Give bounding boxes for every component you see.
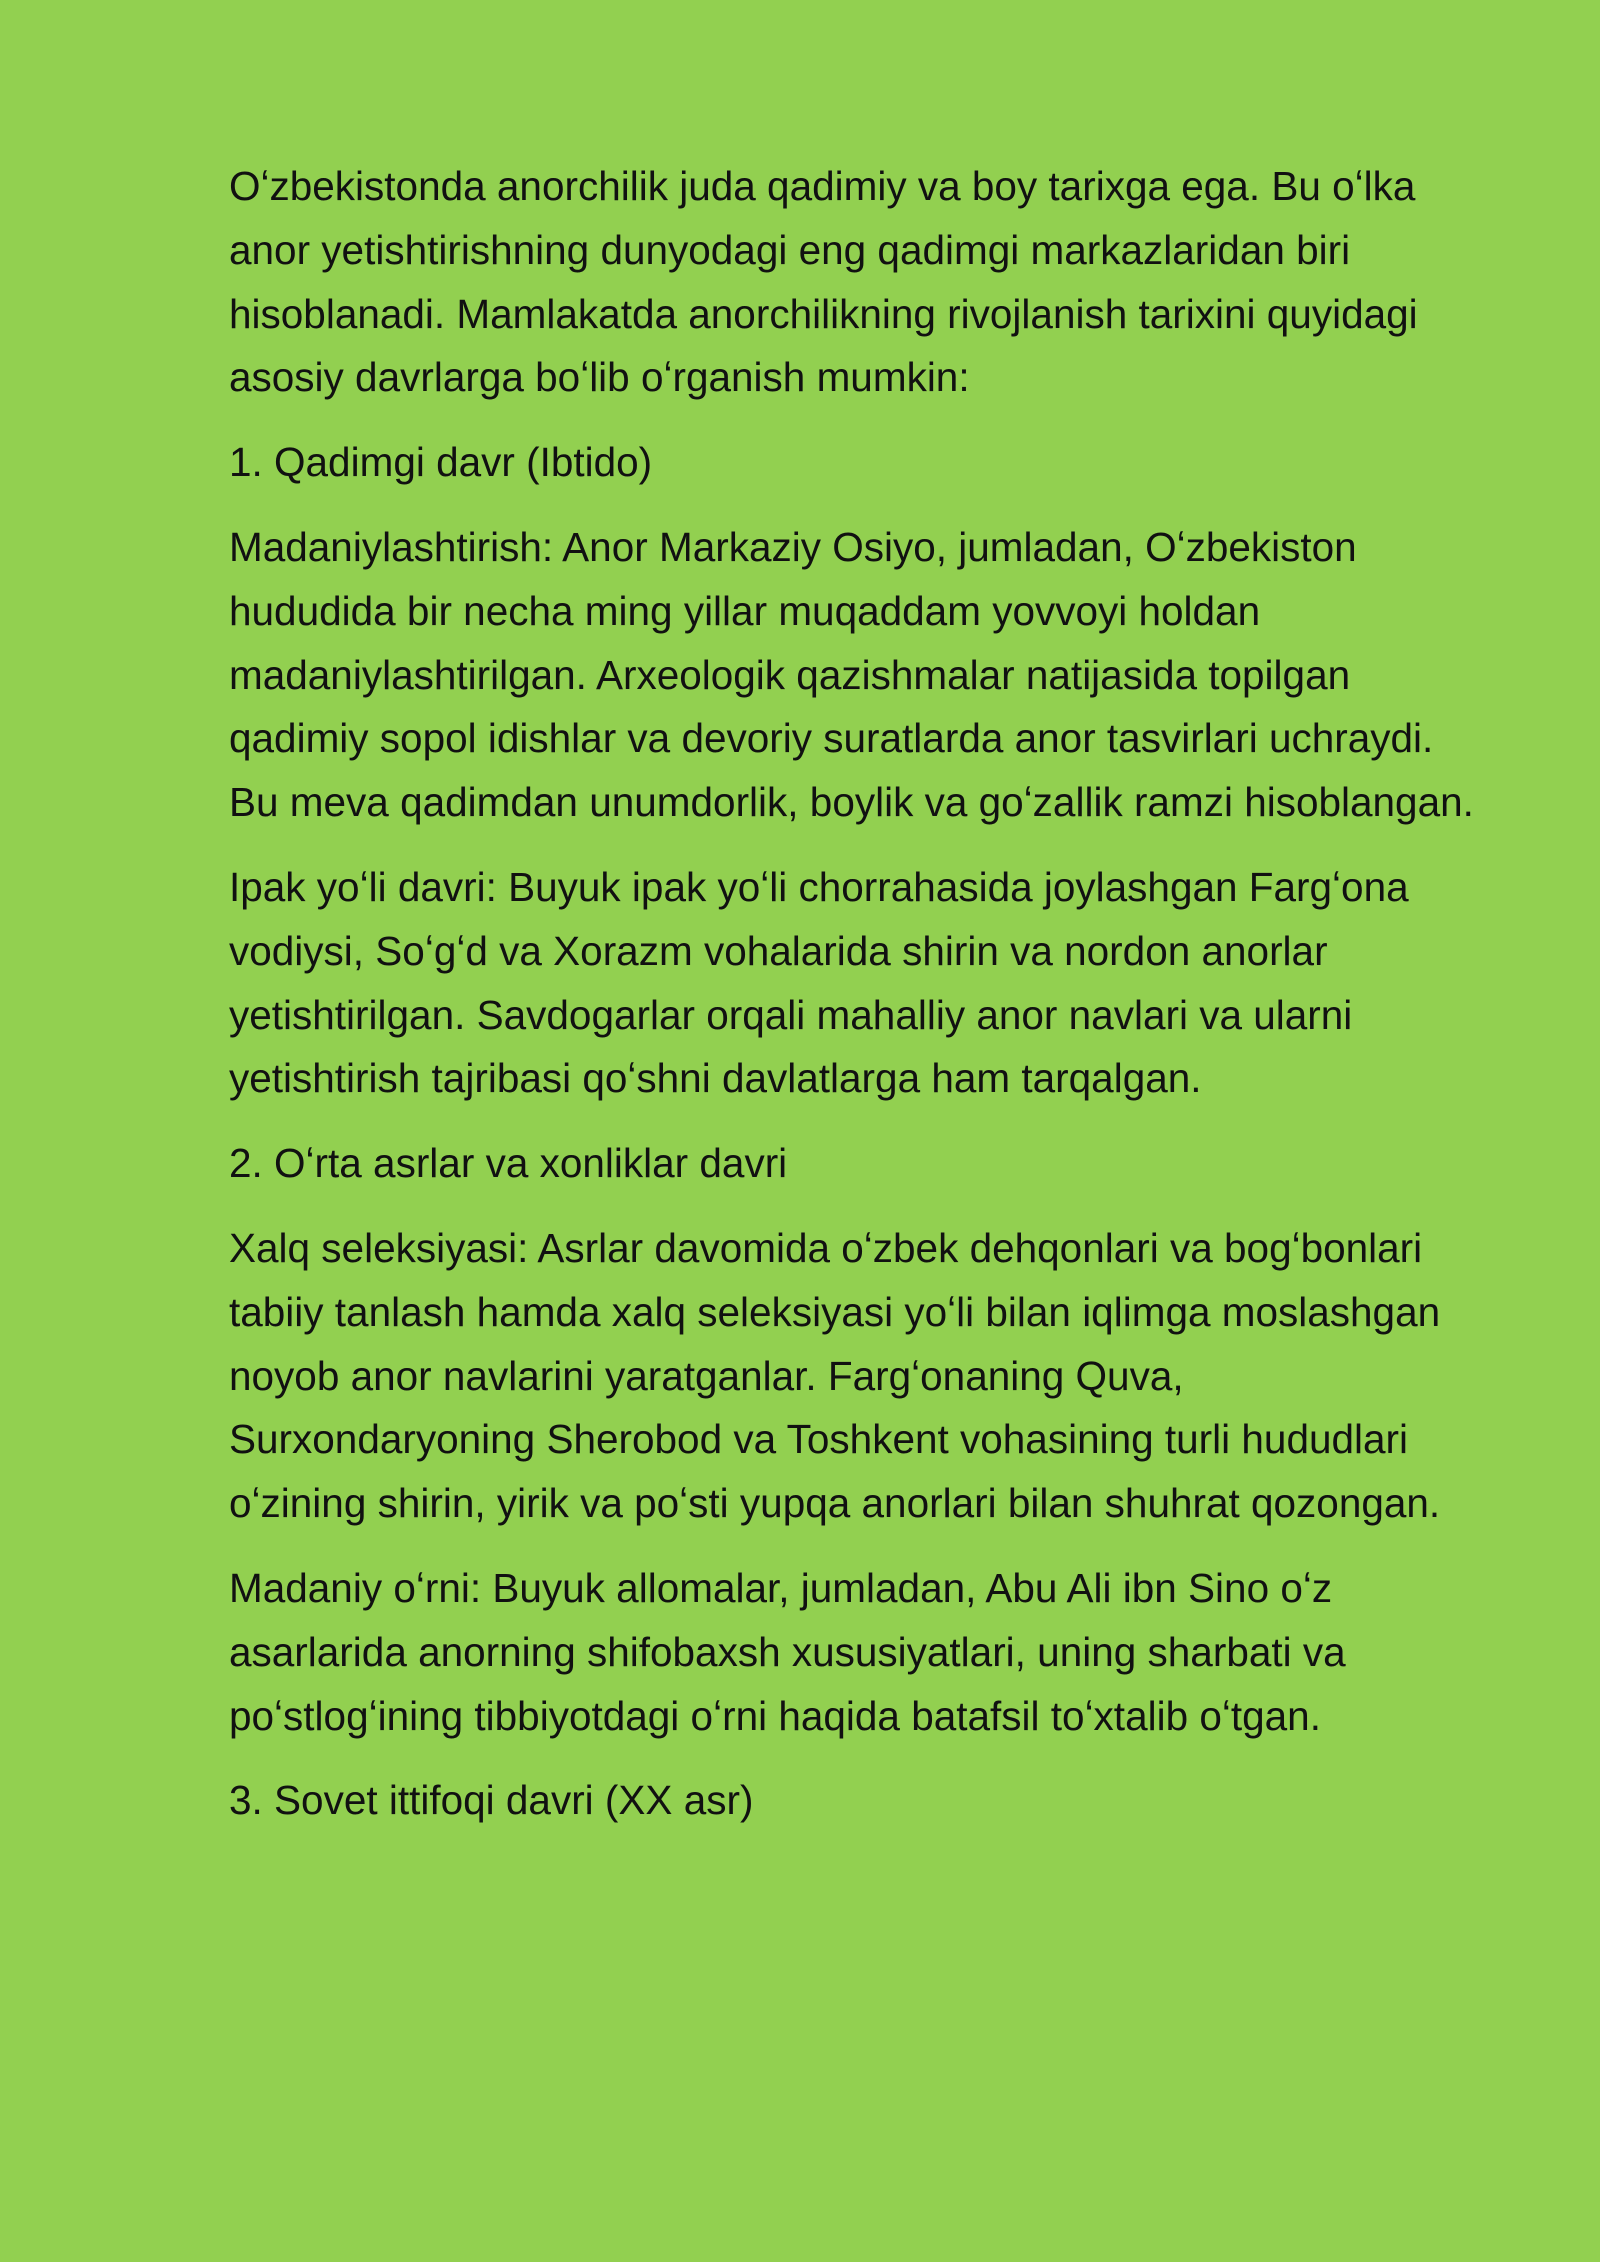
silk-road-paragraph: Ipak yoʻli davri: Buyuk ipak yoʻli chorrahasida joylashgan Fargʻona vodiysi, Soʻgʻd va Xorazm vohalarida shirin va nordon anorlar yetishtirilgan. Savdogarlar orqali mahalliy anor navlari va ularni yetishtirish tajribasi qoʻshni davlatlarga ham tarqalgan. — [229, 863, 1409, 1102]
section-heading-ancient-period: 1. Qadimgi davr (Ibtido) — [229, 439, 653, 486]
section-heading-middle-ages: 2. Oʻrta asrlar va xonliklar davri — [229, 1140, 788, 1187]
intro-paragraph: Oʻzbekistonda anorchilik juda qadimiy va boy tarixga ega. Bu oʻlka anor yetishtirishning dunyodagi eng qadimgi markazlaridan biri hisoblanadi. Mamlakatda anorchilikning rivojlanish tarixini quyidagi asosiy davrlarga boʻlib oʻrganish mumkin: — [229, 163, 1418, 401]
cultural-role-paragraph: Madaniy oʻrni: Buyuk allomalar, jumladan, Abu Ali ibn Sino oʻz asarlarida anorning shifobaxsh xususiyatlari, uning sharbati va poʻstlogʻining tibbiyotdagi oʻrni haqida batafsil toʻxtalib oʻtgan. — [229, 1564, 1346, 1739]
section-heading-soviet-period: 3. Sovet ittifoqi davri (XX asr) — [229, 1777, 754, 1824]
document-body — [229, 155, 1479, 1854]
folk-selection-paragraph: Xalq seleksiyasi: Asrlar davomida oʻzbek dehqonlari va bogʻbonlari tabiiy tanlash hamda xalq seleksiyasi yoʻli bilan iqlimga moslashgan noyob anor navlarini yaratganlar. Fargʻonaning Quva, Surxondaryoning Sherobod va Toshkent vohasining turli hududlari oʻzining shirin, yirik va poʻsti yupqa anorlari bilan shuhrat qozongan. — [229, 1224, 1441, 1527]
domestication-paragraph: Madaniylashtirish: Anor Markaziy Osiyo, jumladan, Oʻzbekiston hududida bir necha ming yillar muqaddam yovvoyi holdan madaniylashtirilgan. Arxeologik qazishmalar natijasida topilgan qadimiy sopol idishlar va devoriy suratlarda anor tasvirlari uchraydi. Bu meva qadimdan unumdorlik, boylik va goʻzallik ramzi hisoblangan. — [229, 523, 1474, 826]
